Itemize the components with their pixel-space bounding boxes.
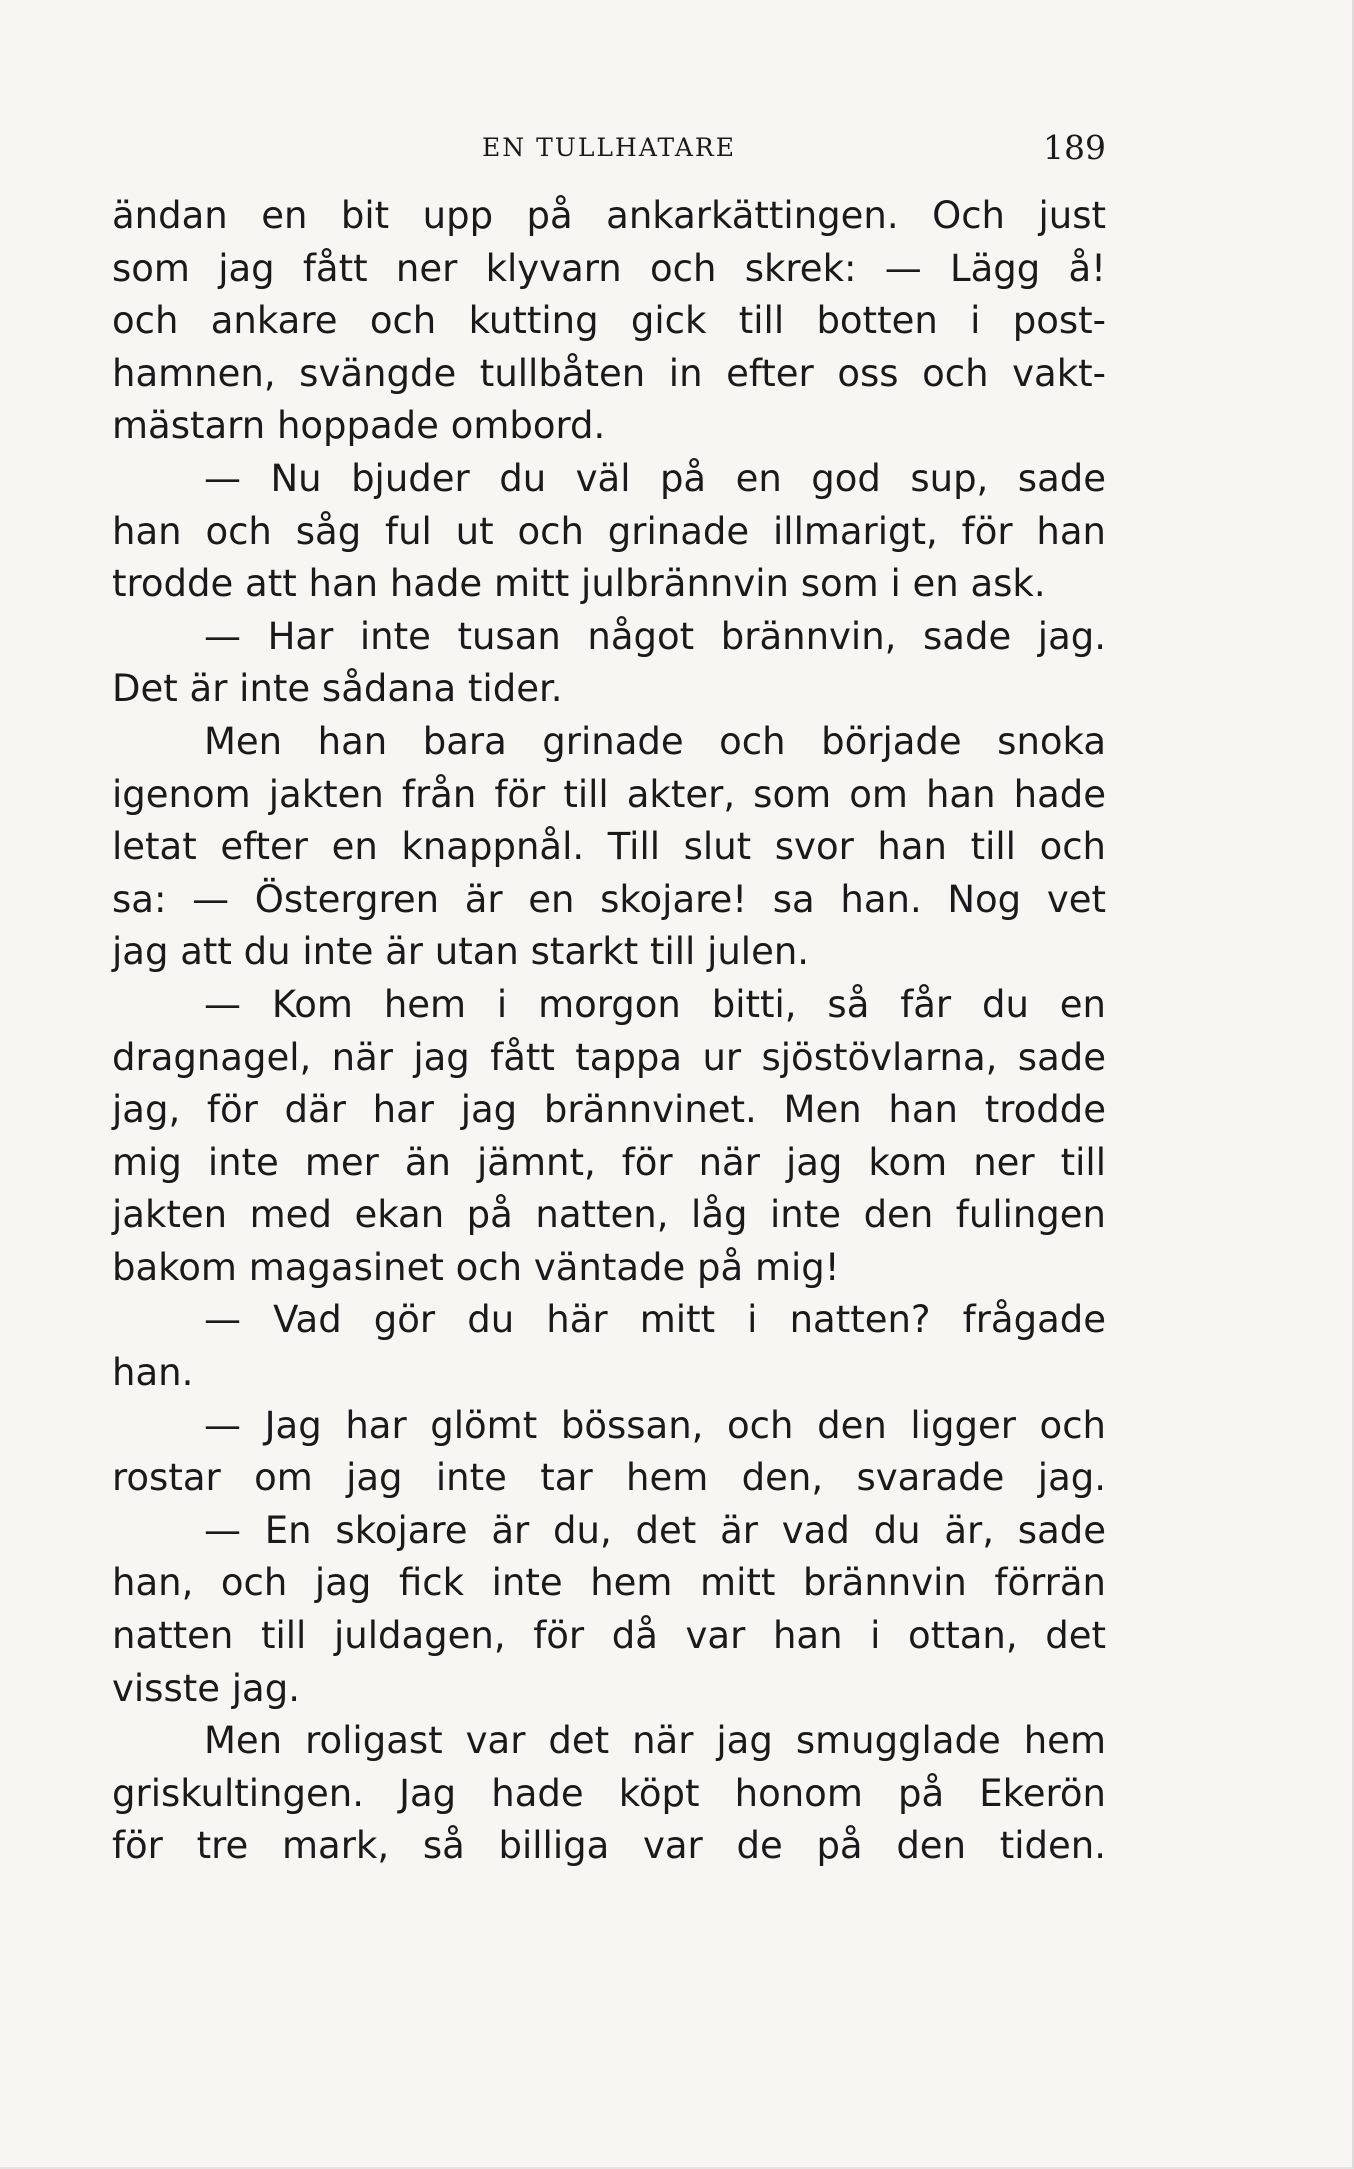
text-line: — Har inte tusan något brännvin, sade jag. xyxy=(204,614,1106,658)
text-line: och ankare och kutting gick till botten i post- xyxy=(112,299,1106,343)
text-line: — Vad gör du här mitt i natten? frågade xyxy=(204,1298,1106,1342)
text-line: jag, för där har jag brännvinet. Men han trodde xyxy=(112,1088,1106,1132)
page-number: 189 xyxy=(1043,128,1106,167)
text-line: rostar om jag inte tar hem den, svarade jag. xyxy=(112,1456,1106,1500)
text-line: ändan en bit upp på ankarkättingen. Och just xyxy=(112,194,1106,237)
text-line: igenom jakten från för till akter, som om han hade xyxy=(112,772,1106,816)
text-line: — Kom hem i morgon bitti, så får du en xyxy=(204,982,1106,1026)
text-line: som jag fått ner klyvarn och skrek: — Lägg å! xyxy=(112,246,1106,290)
text-line: han. xyxy=(112,1351,194,1395)
text-line: han och såg ful ut och grinade illmarigt, för han xyxy=(112,509,1106,553)
text-line: mig inte mer än jämnt, för när jag kom ner till xyxy=(112,1140,1106,1184)
text-line: hamnen, svängde tullbåten in efter oss och vakt- xyxy=(112,351,1106,395)
text-line: trodde att han hade mitt julbrännvin som i en ask. xyxy=(112,562,1046,606)
text-line: jag att du inte är utan starkt till julen. xyxy=(112,930,810,974)
text-line: Men roligast var det när jag smugglade hem xyxy=(204,1719,1106,1763)
text-line: visste jag. xyxy=(112,1666,300,1710)
body-text xyxy=(112,190,1106,1873)
text-line: jakten med ekan på natten, låg inte den fulingen xyxy=(112,1193,1106,1237)
text-line: griskultingen. Jag hade köpt honom på Ekerön xyxy=(112,1771,1106,1815)
text-line: bakom magasinet och väntade på mig! xyxy=(112,1245,840,1289)
text-line: Det är inte sådana tider. xyxy=(112,667,563,711)
text-line: han, och jag fick inte hem mitt brännvin förrän xyxy=(112,1561,1106,1605)
text-line: — Nu bjuder du väl på en god sup, sade xyxy=(204,456,1106,500)
text-line: Men han bara grinade och började snoka xyxy=(204,719,1106,763)
text-line: dragnagel, när jag fått tappa ur sjöstövlarna, sade xyxy=(112,1035,1106,1079)
running-head xyxy=(112,128,1106,168)
text-line: — Jag har glömt bössan, och den ligger och xyxy=(204,1403,1106,1447)
text-line: sa: — Östergren är en skojare! sa han. Nog vet xyxy=(112,877,1106,921)
text-line: letat efter en knappnål. Till slut svor han till och xyxy=(112,825,1106,869)
text-line: — En skojare är du, det är vad du är, sade xyxy=(204,1508,1106,1552)
text-line: för tre mark, så billiga var de på den tiden. xyxy=(112,1824,1106,1868)
text-line: mästarn hoppade ombord. xyxy=(112,404,606,448)
running-title: EN TULLHATARE xyxy=(482,133,736,162)
text-line: natten till juldagen, för då var han i ottan, det xyxy=(112,1614,1106,1658)
